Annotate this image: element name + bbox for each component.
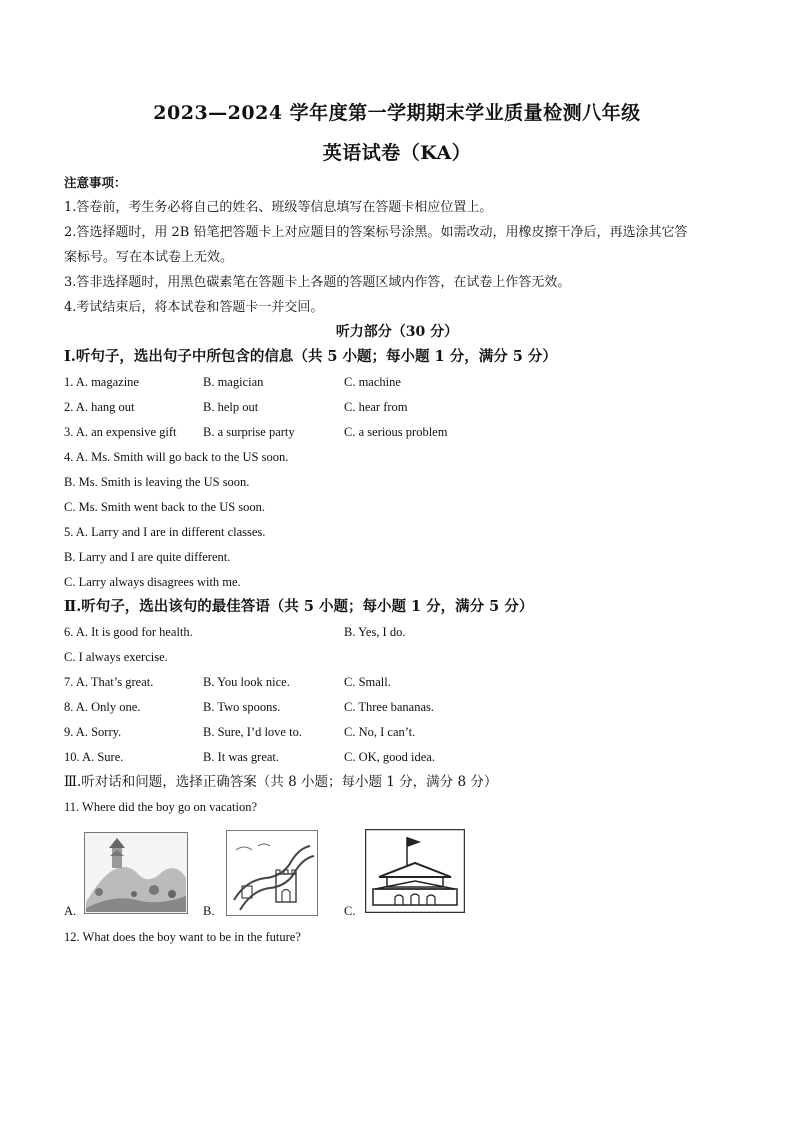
q1-option-c: C. machine [344, 375, 401, 389]
note-2-line2: 案标号。写在本试卷上无效。 [64, 250, 234, 265]
q6-option-a: 6. A. It is good for health. [64, 625, 193, 639]
q3-option-a: 3. A. an expensive gift [64, 425, 177, 439]
q2-option-c: C. hear from [344, 400, 408, 414]
q6-option-c: C. I always exercise. [64, 650, 168, 664]
q4-option-b: B. Ms. Smith is leaving the US soon. [64, 475, 250, 489]
tiananmen-picture [365, 829, 465, 913]
q1-option-b: B. magician [203, 375, 264, 389]
mountain-pagoda-picture [84, 832, 188, 914]
q11-option-a-label: A. [64, 904, 77, 918]
note-1: 1.答卷前，考生务必将自己的姓名、班级等信息填写在答题卡相应位置上。 [64, 200, 493, 215]
q10-option-b: B. It was great. [203, 750, 280, 764]
q5-option-b: B. Larry and I are quite different. [64, 550, 231, 564]
exam-title: 2023—2024 学年度第一学期期末学业质量检测八年级 [153, 102, 641, 124]
q9-option-b: B. Sure, I’d love to. [203, 725, 302, 739]
note-4: 4.考试结束后，将本试卷和答题卡一并交回。 [64, 300, 324, 315]
notes-heading: 注意事项： [64, 175, 127, 190]
q7-option-a: 7. A. That’s great. [64, 675, 154, 689]
q8-option-a: 8. A. Only one. [64, 700, 141, 714]
q4-option-a: 4. A. Ms. Smith will go back to the US soon. [64, 450, 289, 464]
q4-option-c: C. Ms. Smith went back to the US soon. [64, 500, 266, 514]
q7-option-c: C. Small. [344, 675, 391, 689]
q12-question: 12. What does the boy want to be in the future? [64, 930, 301, 944]
section-3-heading: Ⅲ.听对话和问题，选择正确答案（共 8 小题；每小题 1 分，满分 8 分） [64, 774, 498, 790]
q10-option-c: C. OK, good idea. [344, 750, 435, 764]
q2-option-a: 2. A. hang out [64, 400, 135, 414]
q5-option-a: 5. A. Larry and I are in different classes. [64, 525, 266, 539]
section-2-heading: Ⅱ.听句子，选出该句的最佳答语（共 5 小题；每小题 1 分，满分 5 分） [64, 598, 534, 615]
q2-option-b: B. help out [203, 400, 259, 414]
q9-option-c: C. No, I can’t. [344, 725, 416, 739]
q10-option-a: 10. A. Sure. [64, 750, 124, 764]
q8-option-b: B. Two spoons. [203, 700, 281, 714]
listening-heading: 听力部分（30 分） [335, 324, 459, 340]
q11-question: 11. Where did the boy go on vacation? [64, 800, 257, 814]
q5-option-c: C. Larry always disagrees with me. [64, 575, 241, 589]
note-2-line1: 2.答选择题时，用 2B 铅笔把答题卡上对应题目的答案标号涂黑。如需改动，用橡皮擦干净后，再选涂其它答 [64, 225, 688, 240]
section-1-heading: Ⅰ.听句子，选出句子中所包含的信息（共 5 小题；每小题 1 分，满分 5 分） [64, 348, 557, 365]
q3-option-b: B. a surprise party [203, 425, 295, 439]
q3-option-c: C. a serious problem [344, 425, 448, 439]
q7-option-b: B. You look nice. [203, 675, 290, 689]
exam-subtitle: 英语试卷（KA） [322, 142, 472, 164]
q1-option-a: 1. A. magazine [64, 375, 139, 389]
q6-option-b: B. Yes, I do. [344, 625, 406, 639]
q8-option-c: C. Three bananas. [344, 700, 435, 714]
q11-option-c-label: C. [344, 904, 356, 918]
q11-option-b-label: B. [203, 904, 215, 918]
note-3: 3.答非选择题时，用黑色碳素笔在答题卡上各题的答题区域内作答，在试卷上作答无效。 [64, 275, 571, 290]
q9-option-a: 9. A. Sorry. [64, 725, 122, 739]
great-wall-picture [226, 830, 318, 916]
